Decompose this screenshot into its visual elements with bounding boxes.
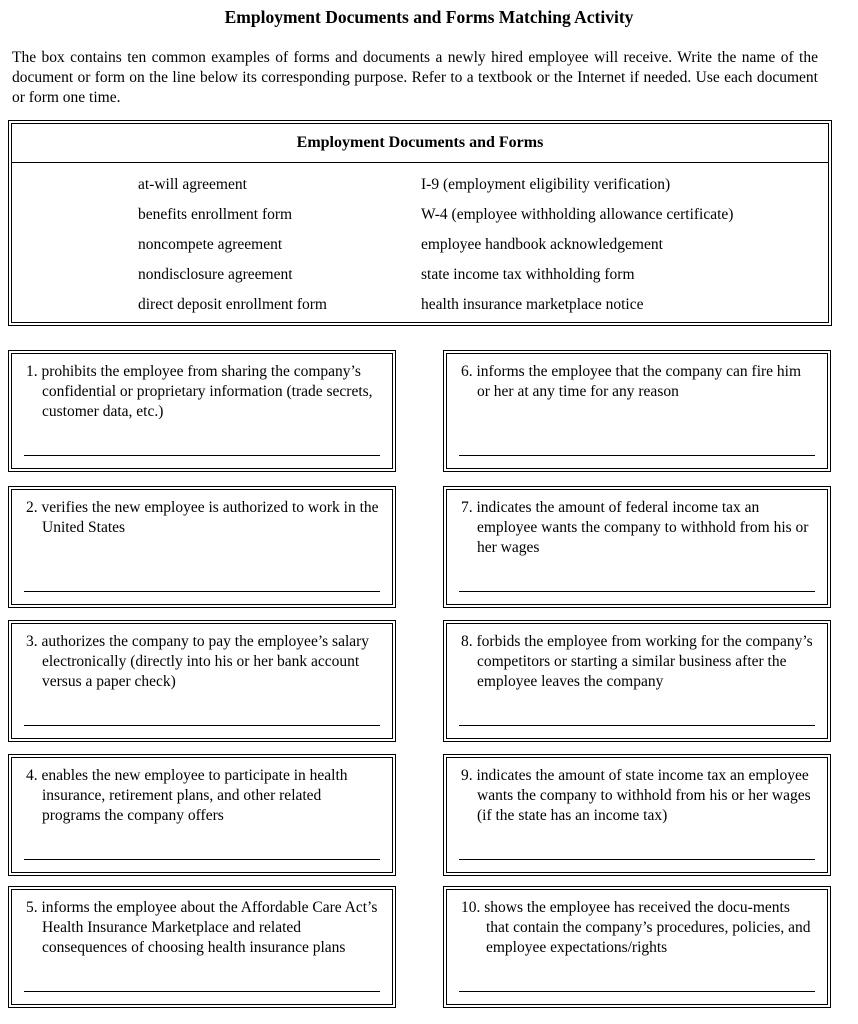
document-item: W-4 (employee withholding allowance certificate)	[421, 206, 734, 223]
question-text: 2. verifies the new employee is authorized to work in the United States	[26, 499, 379, 536]
document-item: benefits enrollment form	[138, 206, 293, 223]
question-box-inner	[11, 757, 393, 873]
answer-line[interactable]	[24, 991, 380, 992]
documents-box-inner	[11, 123, 829, 323]
question-box-inner	[11, 623, 393, 739]
question-box-inner	[11, 889, 393, 1005]
answer-line[interactable]	[24, 591, 380, 592]
documents-box	[8, 120, 832, 326]
question-text: 7. indicates the amount of federal income tax an employee wants the company to withhold from his or her wages	[461, 499, 809, 556]
question-text: 6. informs the employee that the company can fire him or her at any time for any reason	[461, 363, 802, 400]
answer-line[interactable]	[24, 725, 380, 726]
question-box-inner	[11, 353, 393, 469]
document-item: health insurance marketplace notice	[421, 296, 644, 313]
document-item: nondisclosure agreement	[138, 266, 293, 283]
answer-line[interactable]	[459, 991, 815, 992]
question-text: 4. enables the new employee to participate in health insurance, retirement plans, and other related programs the company offers	[26, 767, 348, 824]
question-box-5	[8, 886, 396, 1008]
question-text: 10. shows the employee has received the docu-ments that contain the company’s procedures, policies, and employee expectations/rights	[461, 899, 811, 956]
question-text: 8. forbids the employee from working for the company’s competitors or starting a similar business after the employee leaves the company	[461, 633, 813, 690]
question-box-inner	[11, 489, 393, 605]
question-box-inner	[446, 353, 828, 469]
documents-box-heading: Employment Documents and Forms	[12, 124, 828, 163]
question-box-8	[443, 620, 831, 742]
question-box-6	[443, 350, 831, 472]
answer-line[interactable]	[24, 455, 380, 456]
question-box-7	[443, 486, 831, 608]
question-box-inner	[446, 889, 828, 1005]
question-box-1	[8, 350, 396, 472]
answer-line[interactable]	[459, 725, 815, 726]
document-item: at-will agreement	[138, 176, 247, 193]
question-text: 1. prohibits the employee from sharing the company’s confidential or proprietary information (trade secrets, customer data, etc.)	[26, 363, 373, 420]
question-box-4	[8, 754, 396, 876]
question-box-2	[8, 486, 396, 608]
document-item: employee handbook acknowledgement	[421, 236, 663, 253]
documents-list-right	[421, 170, 733, 320]
question-box-inner	[446, 623, 828, 739]
documents-list-left	[138, 170, 327, 320]
document-item: I-9 (employment eligibility verification)	[421, 176, 671, 193]
answer-line[interactable]	[459, 455, 815, 456]
question-box-9	[443, 754, 831, 876]
question-text: 3. authorizes the company to pay the employee’s salary electronically (directly into his or her bank account versus a paper check)	[26, 633, 370, 690]
answer-line[interactable]	[459, 859, 815, 860]
document-item: direct deposit enrollment form	[138, 296, 327, 313]
question-box-inner	[446, 757, 828, 873]
question-text: 9. indicates the amount of state income tax an employee wants the company to withhold from his or her wages (if the state has an income tax)	[461, 767, 811, 824]
page-title: Employment Documents and Forms Matching Activity	[224, 7, 634, 27]
answer-line[interactable]	[459, 591, 815, 592]
question-box-10	[443, 886, 831, 1008]
question-box-3	[8, 620, 396, 742]
question-text: 5. informs the employee about the Affordable Care Act’s Health Insurance Marketplace and related consequences of choosing health insurance plans	[26, 899, 378, 956]
instructions-paragraph: The box contains ten common examples of forms and documents a newly hired employee will receive. Write the name of the document or form on the line below its corresponding purpose. Refer to a textbook or the Internet if needed. Use each document or form one time.	[12, 49, 818, 106]
document-item: noncompete agreement	[138, 236, 283, 253]
document-item: state income tax withholding form	[421, 266, 635, 283]
question-box-inner	[446, 489, 828, 605]
answer-line[interactable]	[24, 859, 380, 860]
